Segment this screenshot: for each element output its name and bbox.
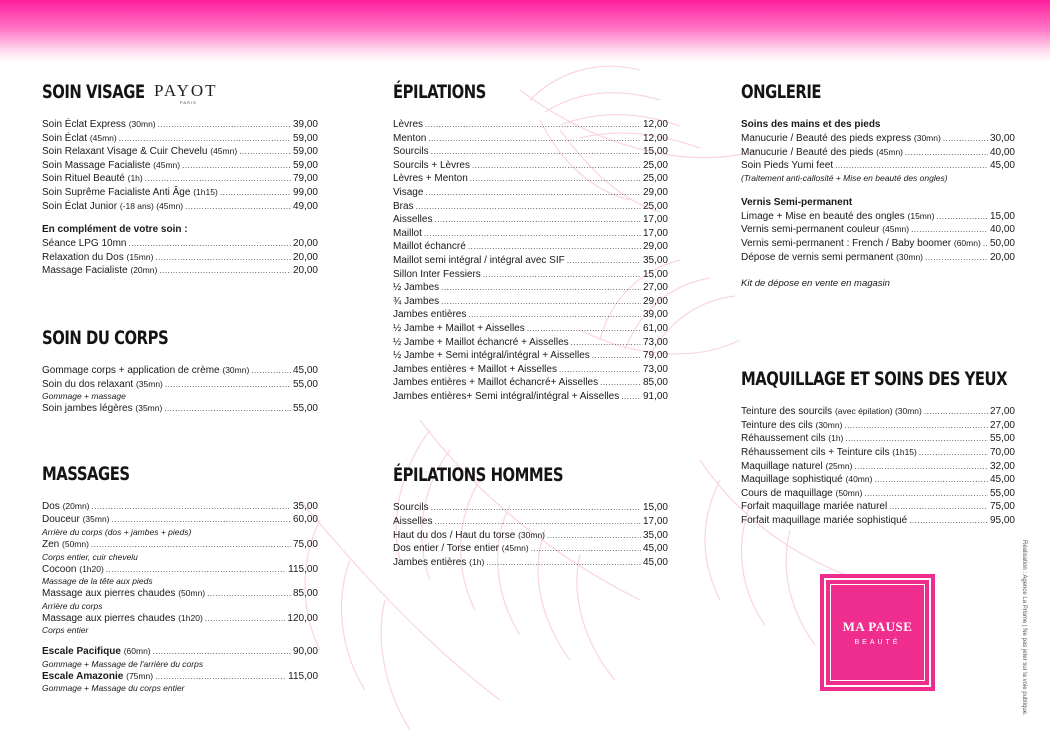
payot-logo-sub: PARIS <box>180 100 197 105</box>
list-item: Maquillage naturel (25mn) ..... 32,00 <box>741 460 1015 474</box>
list-item: Soin du dos relaxant (35mn) ..... 55,00 <box>42 378 318 392</box>
item-note: Gommage + Massage de l'arrière du corps <box>42 658 204 669</box>
list-item: Teinture des cils (30mn) ..... 27,00 <box>741 419 1015 433</box>
list-item: ½ Jambe + Maillot échancré + Aisselles ..... 73,00 <box>393 336 668 350</box>
column-left <box>42 80 318 694</box>
list-item: Aisselles ..... 17,00 <box>393 515 668 529</box>
soin-corps-list <box>42 364 318 416</box>
list-item: Massage aux pierres chaudes (50mn) ..... 85,00 <box>42 587 318 601</box>
logo-frame <box>830 584 925 681</box>
soin-visage-title: SOIN VISAGE <box>42 81 145 103</box>
vernis-title: Vernis Semi-permanent <box>741 196 853 208</box>
complement-title: En complément de votre soin : <box>42 224 188 236</box>
list-item: Jambes entières + Maillot échancré+ Aisselles ..... 85,00 <box>393 376 668 390</box>
ma-pause-logo <box>820 574 935 691</box>
maquillage-title: MAQUILLAGE ET SOINS DES YEUX <box>741 368 1008 391</box>
list-item: Relaxation du Dos (15mn) ..... 20,00 <box>42 251 318 265</box>
list-item: Lèvres + Menton ..... 25,00 <box>393 172 668 186</box>
item-note: Gommage + Massage du corps entier <box>42 683 185 694</box>
list-item: Soin Suprême Facialiste Anti Âge (1h15) ..... 99,00 <box>42 186 318 200</box>
maquillage-list <box>741 405 1015 527</box>
list-item: Manucurie / Beauté des pieds express (30mn) ..... 30,00 <box>741 132 1015 146</box>
list-item: Soin Éclat Express (30mn) ..... 39,00 <box>42 118 318 132</box>
list-item: ½ Jambe + Semi intégral/intégral + Aisselles ..... 79,00 <box>393 349 668 363</box>
list-item: Escale Pacifique (60mn) ..... 90,00 <box>42 645 318 659</box>
list-item: Soin Massage Facialiste (45mn) ..... 59,00 <box>42 159 318 173</box>
list-item: ½ Jambe + Maillot + Aisselles ..... 61,00 <box>393 322 668 336</box>
list-item: Soin Éclat Junior (-18 ans) (45mn) ..... 49,00 <box>42 200 318 214</box>
list-item: Zen (50mn) ..... 75,00 <box>42 538 318 552</box>
list-item: Cours de maquillage (50mn) ..... 55,00 <box>741 487 1015 501</box>
list-item: Lèvres ..... 12,00 <box>393 118 668 132</box>
list-item: ½ Jambes ..... 27,00 <box>393 281 668 295</box>
logo-sub: BEAUTÉ <box>854 639 901 646</box>
list-item: Bras ..... 25,00 <box>393 200 668 214</box>
list-item: Massage aux pierres chaudes (1h20) ..... 120,00 <box>42 612 318 626</box>
list-item: Dépose de vernis semi permanent (30mn) ..... 20,00 <box>741 251 1015 265</box>
list-item: Massage Facialiste (20mn) ..... 20,00 <box>42 264 318 278</box>
list-item: Dos (20mn) ..... 35,00 <box>42 500 318 514</box>
list-item: Réhaussement cils (1h) ..... 55,00 <box>741 432 1015 446</box>
item-note: Arrière du corps <box>42 600 103 611</box>
list-item: Soin Pieds Yumi feet ..... 45,00 <box>741 159 1015 173</box>
list-item: Maillot ..... 17,00 <box>393 227 668 241</box>
credit-line: Réalisation : Agence La Prisme | Ne pas jeter sur la voie publique. <box>1021 540 1027 716</box>
mains-list <box>741 132 1015 184</box>
list-item: Forfait maquillage mariée sophistiqué ..... 95,00 <box>741 514 1015 528</box>
payot-logo: PAYOT <box>154 81 218 100</box>
list-item: Séance LPG 10mn ..... 20,00 <box>42 237 318 251</box>
list-item: Dos entier / Torse entier (45mn) ..... 45,00 <box>393 542 668 556</box>
list-item: Forfait maquillage mariée naturel ..... 75,00 <box>741 500 1015 514</box>
list-item: Jambes entières (1h) ..... 45,00 <box>393 556 668 570</box>
list-item: Soin Rituel Beauté (1h) ..... 79,00 <box>42 172 318 186</box>
list-item: Sillon Inter Fessiers ..... 15,00 <box>393 268 668 282</box>
list-item: Réhaussement cils + Teinture cils (1h15) ..... 70,00 <box>741 446 1015 460</box>
epilations-title: ÉPILATIONS <box>393 81 486 103</box>
soin-corps-title: SOIN DU CORPS <box>42 326 169 349</box>
list-item: Sourcils ..... 15,00 <box>393 145 668 159</box>
column-right <box>741 80 1015 528</box>
vernis-list <box>741 210 1015 264</box>
list-item: Visage ..... 29,00 <box>393 186 668 200</box>
complement-list <box>42 237 318 278</box>
list-item: Aisselles ..... 17,00 <box>393 213 668 227</box>
list-item: Soin jambes légères (35mn) ..... 55,00 <box>42 402 318 416</box>
massages-title: MASSAGES <box>42 462 130 485</box>
list-item: Vernis semi-permanent couleur (45mn) ..... 40,00 <box>741 223 1015 237</box>
item-note: Arrière du corps (dos + jambes + pieds) <box>42 526 192 537</box>
kit-note: Kit de dépose en vente en magasin <box>741 278 890 290</box>
column-middle <box>393 80 668 569</box>
list-item: Jambes entières+ Semi intégral/intégral + Aisselles ..... 91,00 <box>393 390 668 404</box>
mains-title: Soins des mains et des pieds <box>741 119 881 130</box>
list-item: ¾ Jambes ..... 29,00 <box>393 295 668 309</box>
list-item: Soin Relaxant Visage & Cuir Chevelu (45mn) ..... 59,00 <box>42 145 318 159</box>
list-item: Sourcils + Lèvres ..... 25,00 <box>393 159 668 173</box>
list-item: Teinture des sourcils (avec épilation) (30mn) ..... 27,00 <box>741 405 1015 419</box>
list-item: Maillot semi intégral / intégral avec SIF ..... 35,00 <box>393 254 668 268</box>
epilations-list <box>393 118 668 403</box>
logo-name: MA PAUSE <box>842 619 913 634</box>
item-note: (Traitement anti-callosité + Mise en beauté des ongles) <box>741 172 948 183</box>
list-item: Soin Éclat (45mn) ..... 59,00 <box>42 132 318 146</box>
list-item: Escale Amazonie (75mn) ..... 115,00 <box>42 670 318 684</box>
item-note: Corps entier <box>42 625 89 636</box>
list-item: Cocoon (1h20) ..... 115,00 <box>42 563 318 577</box>
item-note: Corps entier, cuir chevelu <box>42 551 138 562</box>
list-item: Douceur (35mn) ..... 60,00 <box>42 513 318 527</box>
top-gradient-band <box>0 0 1050 62</box>
item-note: Massage de la tête aux pieds <box>42 576 153 587</box>
list-item: Maquillage sophistiqué (40mn) ..... 45,00 <box>741 473 1015 487</box>
list-item: Jambes entières ..... 39,00 <box>393 308 668 322</box>
massages-list <box>42 500 318 695</box>
onglerie-title: ONGLERIE <box>741 81 822 103</box>
epilations-hommes-list <box>393 501 668 569</box>
list-item: Haut du dos / Haut du torse (30mn) ..... 35,00 <box>393 529 668 543</box>
list-item: Sourcils ..... 15,00 <box>393 501 668 515</box>
item-note: Gommage + massage <box>42 391 126 402</box>
list-item: Jambes entières + Maillot + Aisselles ..... 73,00 <box>393 363 668 377</box>
list-item: Gommage corps + application de crème (30mn) ..... 45,00 <box>42 364 318 378</box>
list-item: Maillot échancré ..... 29,00 <box>393 240 668 254</box>
soin-visage-list <box>42 118 318 213</box>
epilations-hommes-title: ÉPILATIONS HOMMES <box>393 464 564 487</box>
list-item: Menton ..... 12,00 <box>393 132 668 146</box>
list-item: Manucurie / Beauté des pieds (45mn) ..... 40,00 <box>741 146 1015 160</box>
list-item: Vernis semi-permanent : French / Baby boomer (60mn) ..... 50,00 <box>741 237 1015 251</box>
list-item: Limage + Mise en beauté des ongles (15mn) ..... 15,00 <box>741 210 1015 224</box>
